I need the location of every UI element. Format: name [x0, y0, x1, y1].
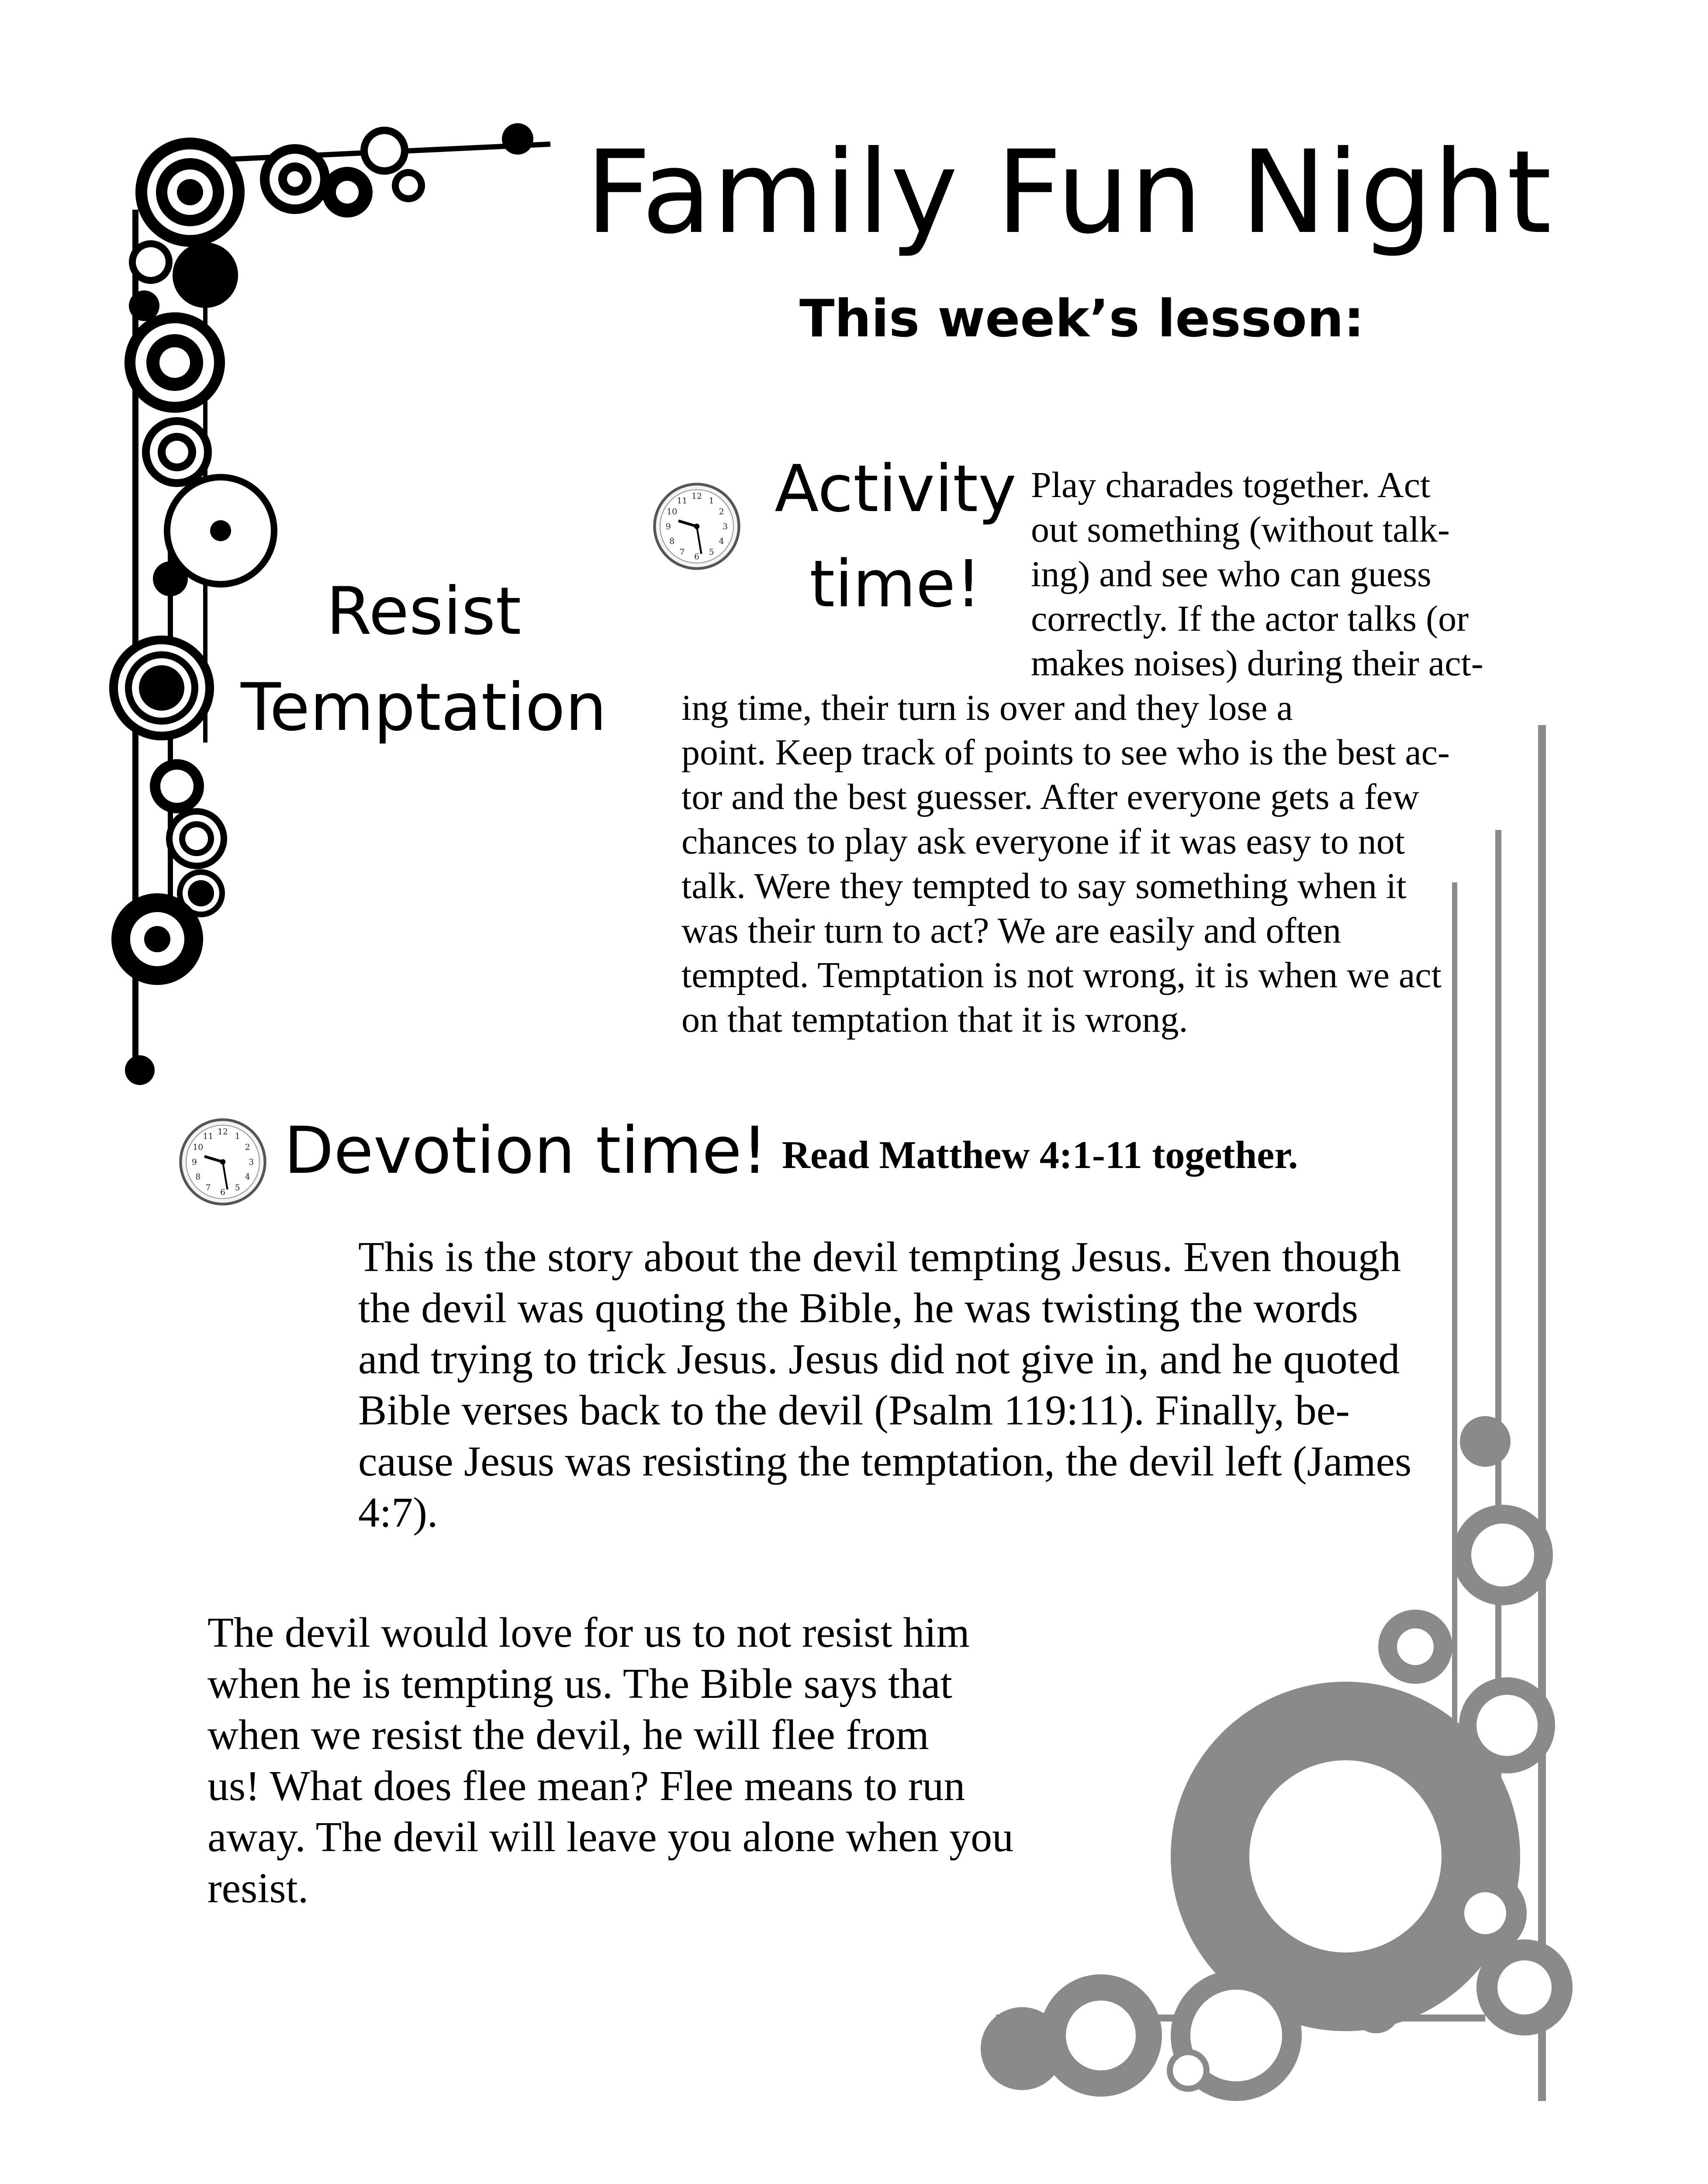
svg-text:8: 8: [669, 536, 675, 546]
svg-text:12: 12: [691, 491, 702, 501]
activity-text-top: [1031, 463, 1538, 686]
svg-text:3: 3: [723, 522, 728, 532]
svg-text:9: 9: [665, 522, 671, 532]
activity-clock-icon: [651, 480, 743, 572]
activity-line: correctly. If the actor talks (or: [1031, 598, 1469, 639]
svg-text:8: 8: [195, 1171, 201, 1182]
activity-heading-line: time!: [809, 546, 982, 622]
svg-text:7: 7: [679, 547, 685, 557]
activity-text-bottom: [681, 686, 1520, 1042]
devotion-clock-icon: [177, 1116, 269, 1208]
svg-text:7: 7: [205, 1183, 211, 1193]
devotion-text: [358, 1232, 1494, 1538]
activity-line: tempted. Temptation is not wrong, it is when we act: [681, 955, 1442, 995]
page-title: Family Fun Night: [585, 126, 1552, 259]
svg-text:2: 2: [719, 507, 724, 517]
activity-line: out something (without talk-: [1031, 509, 1450, 550]
activity-heading: [743, 441, 1048, 632]
lesson-name-line: Resist: [326, 574, 522, 650]
svg-text:11: 11: [203, 1131, 214, 1141]
activity-line: ing time, their turn is over and they lose a: [681, 688, 1293, 728]
svg-text:4: 4: [719, 536, 724, 546]
svg-text:1: 1: [709, 496, 714, 506]
devotion-line: 4:7).: [358, 1489, 438, 1536]
activity-line: was their turn to act? We are easily and often: [681, 910, 1342, 951]
devotion-line: Bible verses back to the devil (Psalm 119:11). Finally, be-: [358, 1387, 1350, 1434]
activity-line: ing) and see who can guess: [1031, 554, 1431, 594]
svg-text:12: 12: [217, 1127, 228, 1137]
svg-text:6: 6: [694, 552, 700, 562]
svg-text:11: 11: [677, 496, 688, 506]
closing-line: when we resist the devil, he will flee from: [207, 1711, 929, 1759]
svg-text:2: 2: [245, 1142, 250, 1152]
devotion-line: and trying to trick Jesus. Jesus did not give in, and he quoted: [358, 1336, 1400, 1383]
devotion-line: the devil was quoting the Bible, he was twisting the words: [358, 1285, 1359, 1332]
svg-text:5: 5: [235, 1183, 240, 1193]
activity-line: tor and the best guesser. After everyone gets a few: [681, 777, 1419, 817]
lesson-name-line: Temptation: [241, 670, 607, 746]
svg-text:4: 4: [245, 1171, 250, 1182]
devotion-line: This is the story about the devil tempting Jesus. Even though: [358, 1234, 1401, 1281]
closing-text: [207, 1607, 1125, 1914]
closing-line: The devil would love for us to not resist him: [207, 1609, 970, 1656]
closing-line: when he is tempting us. The Bible says that: [207, 1660, 952, 1707]
activity-line: chances to play ask everyone if it was easy to not: [681, 821, 1405, 862]
svg-text:10: 10: [667, 507, 678, 517]
closing-line: us! What does flee mean? Flee means to run: [207, 1762, 965, 1810]
activity-line: makes noises) during their act-: [1031, 643, 1483, 684]
activity-line: point. Keep track of points to see who is the best ac-: [681, 732, 1450, 773]
activity-line: Play charades together. Act: [1031, 465, 1431, 505]
svg-text:9: 9: [191, 1157, 197, 1167]
svg-text:6: 6: [220, 1187, 226, 1197]
svg-text:5: 5: [709, 547, 714, 557]
activity-line: on that temptation that it is wrong.: [681, 999, 1188, 1040]
devotion-line: cause Jesus was resisting the temptation, the devil left (James: [358, 1438, 1412, 1485]
svg-text:10: 10: [193, 1142, 204, 1152]
closing-line: away. The devil will leave you alone when you: [207, 1814, 1014, 1861]
devotion-heading: Devotion time!: [284, 1113, 768, 1188]
lesson-name: [205, 563, 642, 756]
closing-line: resist.: [207, 1865, 309, 1912]
devotion-reference: Read Matthew 4:1-11 together.: [782, 1133, 1298, 1177]
activity-line: talk. Were they tempted to say something when it: [681, 866, 1407, 906]
activity-heading-line: Activity: [774, 451, 1017, 526]
lesson-subtitle: This week’s lesson:: [799, 288, 1365, 349]
svg-text:3: 3: [249, 1157, 254, 1167]
svg-text:1: 1: [235, 1131, 240, 1141]
